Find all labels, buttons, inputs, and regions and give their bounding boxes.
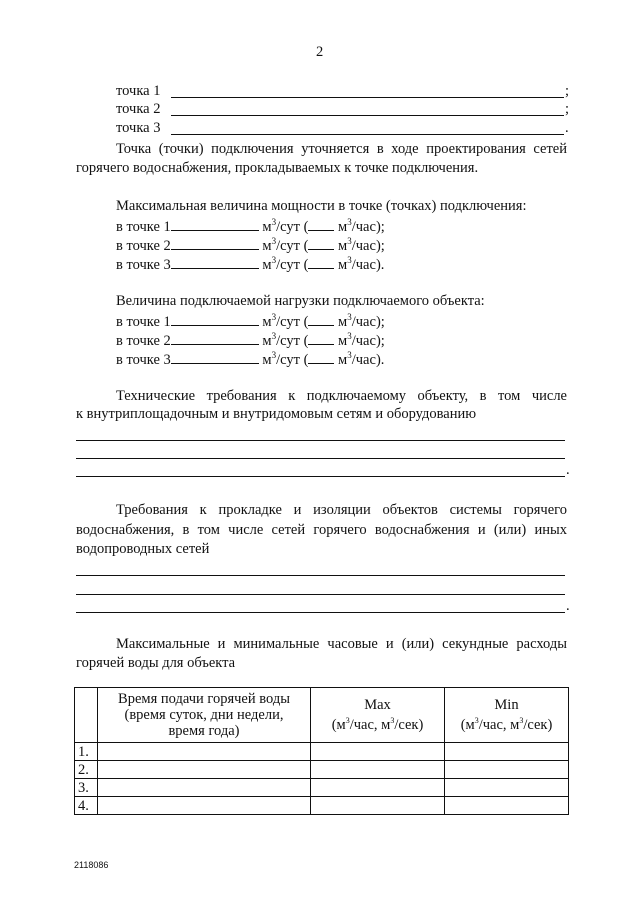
tech-end: . xyxy=(566,462,570,478)
point-2-line xyxy=(171,115,564,116)
time-cell xyxy=(98,761,311,779)
value-blank xyxy=(171,332,259,345)
value-blank xyxy=(171,218,259,231)
laying-requirements-line1: Требования к прокладке и изоляции объектов системы горячего xyxy=(116,502,567,518)
time-cell xyxy=(98,797,311,815)
table-header-row xyxy=(75,688,569,743)
point-2-end: ; xyxy=(565,101,570,117)
point-1-label: точка 1 xyxy=(116,83,161,99)
load-row-2: в точке 2 $м^3$/сут ( $м^3/час$); xyxy=(116,331,385,349)
row-number: 1. xyxy=(75,743,98,761)
hour-blank xyxy=(308,313,334,326)
header-number xyxy=(75,688,98,743)
laying-line-3 xyxy=(76,612,565,613)
hour-blank xyxy=(308,218,334,231)
max-cell xyxy=(311,779,445,797)
tech-requirements-line1: Технические требования к подключаемому объекту, в том числе xyxy=(116,388,567,404)
value-blank xyxy=(171,256,259,269)
table-row xyxy=(75,779,569,797)
time-cell xyxy=(98,779,311,797)
time-cell xyxy=(98,743,311,761)
point-2-label: точка 2 xyxy=(116,101,161,117)
table-row xyxy=(75,797,569,815)
page-number: 2 xyxy=(316,44,324,60)
value-blank xyxy=(171,351,259,364)
table-row xyxy=(75,743,569,761)
min-cell xyxy=(445,761,569,779)
max-power-heading: Максимальная величина мощности в точке (точках) подключения: xyxy=(116,198,527,214)
tech-line-1 xyxy=(76,440,565,441)
row-label: в точке 1 xyxy=(116,218,171,235)
connection-note-line1: Точка (точки) подключения уточняется в ходе проектирования сетей xyxy=(116,141,567,157)
max-cell xyxy=(311,761,445,779)
point-3-end: . xyxy=(565,120,569,136)
row-label: в точке 3 xyxy=(116,256,171,273)
point-3-line xyxy=(171,134,564,135)
row-number: 2. xyxy=(75,761,98,779)
value-blank xyxy=(171,313,259,326)
point-1-line xyxy=(171,97,564,98)
flow-rates-table xyxy=(74,687,569,815)
laying-requirements-line3: водопроводных сетей xyxy=(76,541,210,557)
footer-code: 2118086 xyxy=(74,860,109,870)
hour-blank xyxy=(308,256,334,269)
laying-line-1 xyxy=(76,575,565,576)
hour-blank xyxy=(308,351,334,364)
table-row xyxy=(75,761,569,779)
laying-end: . xyxy=(566,598,570,614)
tech-requirements-line2: к внутриплощадочным и внутридомовым сетям и оборудованию xyxy=(76,406,477,422)
flow-rates-line1: Максимальные и минимальные часовые и (или) секундные расходы xyxy=(116,636,567,652)
header-max: Max ($м^3$/час, $м^3/сек$) xyxy=(311,688,445,743)
row-label: в точке 3 xyxy=(116,351,171,368)
min-cell xyxy=(445,779,569,797)
tech-line-2 xyxy=(76,458,565,459)
max-power-row-2: в точке 2 $м^3$/сут ( $м^3/час$); xyxy=(116,236,385,254)
header-time: Время подачи горячей воды (время суток, дни недели, время года) xyxy=(98,688,311,743)
connection-note-line2: горячего водоснабжения, прокладываемых к точке подключения. xyxy=(76,160,479,176)
min-cell xyxy=(445,797,569,815)
point-3-label: точка 3 xyxy=(116,120,161,136)
row-number: 4. xyxy=(75,797,98,815)
hour-blank xyxy=(308,332,334,345)
load-heading: Величина подключаемой нагрузки подключаемого объекта: xyxy=(116,293,485,309)
max-cell xyxy=(311,797,445,815)
max-power-row-1: в точке 1 $м^3$/сут ( $м^3/час$); xyxy=(116,217,385,235)
value-blank xyxy=(171,237,259,250)
flow-rates-line2: горячей воды для объекта xyxy=(76,655,236,671)
hour-blank xyxy=(308,237,334,250)
load-row-1: в точке 1 $м^3$/сут ( $м^3/час$); xyxy=(116,312,385,330)
load-row-3: в точке 3 $м^3$/сут ( $м^3/час$). xyxy=(116,350,385,368)
row-label: в точке 2 xyxy=(116,237,171,254)
point-1-end: ; xyxy=(565,83,570,99)
laying-line-2 xyxy=(76,594,565,595)
max-power-row-3: в точке 3 $м^3$/сут ( $м^3/час$). xyxy=(116,255,385,273)
laying-requirements-line2: водоснабжения, в том числе сетей горячего водоснабжения и (или) иных xyxy=(76,522,567,538)
header-min: Min ($м^3$/час, $м^3/сек$) xyxy=(445,688,569,743)
row-label: в точке 1 xyxy=(116,313,171,330)
row-number: 3. xyxy=(75,779,98,797)
row-label: в точке 2 xyxy=(116,332,171,349)
tech-line-3 xyxy=(76,476,565,477)
min-cell xyxy=(445,743,569,761)
max-cell xyxy=(311,743,445,761)
